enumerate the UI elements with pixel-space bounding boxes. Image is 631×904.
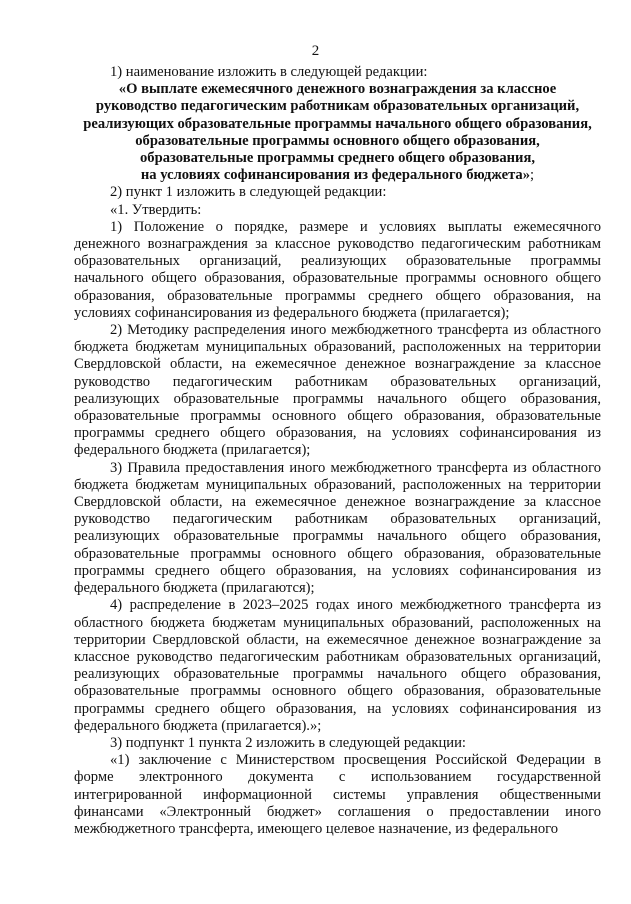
title-line: реализующих образовательные программы начального общего образования, bbox=[83, 115, 592, 132]
resolution-title bbox=[74, 81, 601, 184]
document-body bbox=[74, 64, 601, 838]
subitem-3: 3) Правила предоставления иного межбюджетного трансферта из областного бюджета бюджетам муниципальных образований, расположенных на территории Свердловской области, на ежемесячное денежное вознаграждение за классное руководство педагогическим работникам образовательных организаций, реализующих образовательные программы начального общего образования, образовательные программы основного общего образования, образовательные программы среднего общего образования, на условиях софинансирования из федерального бюджета (прилагаются); bbox=[74, 459, 601, 597]
amendment-item-2-intro: 2) пункт 1 изложить в следующей редакции: bbox=[110, 184, 387, 201]
amendment-item-1-intro: 1) наименование изложить в следующей редакции: bbox=[110, 64, 428, 80]
approve-line: «1. Утвердить: bbox=[110, 201, 202, 218]
subitem-4: 4) распределение в 2023–2025 годах иного межбюджетного трансферта из областного бюджета бюджетам муниципальных образований, расположенных на территории Свердловской области, на ежемесячное денежное вознаграждение за классное руководство педагогическим работникам образовательных организаций, реализующих образовательные программы начального общего образования, образовательные программы основного общего образования, образовательные программы среднего общего образования, на условиях софинансирования из федерального бюджета (прилагается).»; bbox=[74, 597, 601, 734]
title-line: «О выплате ежемесячного денежного вознаграждения за классное bbox=[118, 81, 557, 98]
subitem-2: 2) Методику распределения иного межбюджетного трансферта из областного бюджета бюджетам муниципальных образований, расположенных на территории Свердловской области, на ежемесячное денежное вознаграждение за классное руководство педагогическим работникам образовательных организаций, реализующих образовательные программы начального общего образования, образовательные программы основного общего образования, образовательные программы среднего общего образования, на условиях софинансирования из федерального бюджета (прилагается); bbox=[74, 322, 601, 459]
amendment-item-3-text: «1) заключение с Министерством просвещения Российской Федерации в форме электронного документа с использованием государственной интегрированной информационной системы управления общественными финансами «Электронный бюджет» соглашения о предоставлении иного межбюджетного трансферта, имеющего целевое назначение, из федерального bbox=[74, 752, 601, 837]
title-line: образовательные программы среднего общего образования, bbox=[140, 150, 535, 167]
title-line: руководство педагогическим работникам образовательных организаций, bbox=[95, 98, 580, 115]
page-number: 2 bbox=[311, 43, 320, 59]
title-tail: ; bbox=[530, 167, 535, 184]
title-line: образовательные программы основного общего образования, bbox=[135, 132, 540, 149]
title-line-last bbox=[74, 167, 601, 184]
title-line-text: на условиях софинансирования из федерального бюджета» bbox=[140, 167, 531, 184]
amendment-item-3-intro: 3) подпункт 1 пункта 2 изложить в следующей редакции: bbox=[110, 734, 466, 751]
subitem-1: 1) Положение о порядке, размере и условиях выплаты ежемесячного денежного вознаграждения за классное руководство педагогическим работникам образовательных организаций, реализующих образовательные программы начального общего образования, образовательные программы основного общего образования, образовательные программы среднего общего образования, на условиях софинансирования из федерального бюджета (прилагается); bbox=[74, 218, 601, 321]
